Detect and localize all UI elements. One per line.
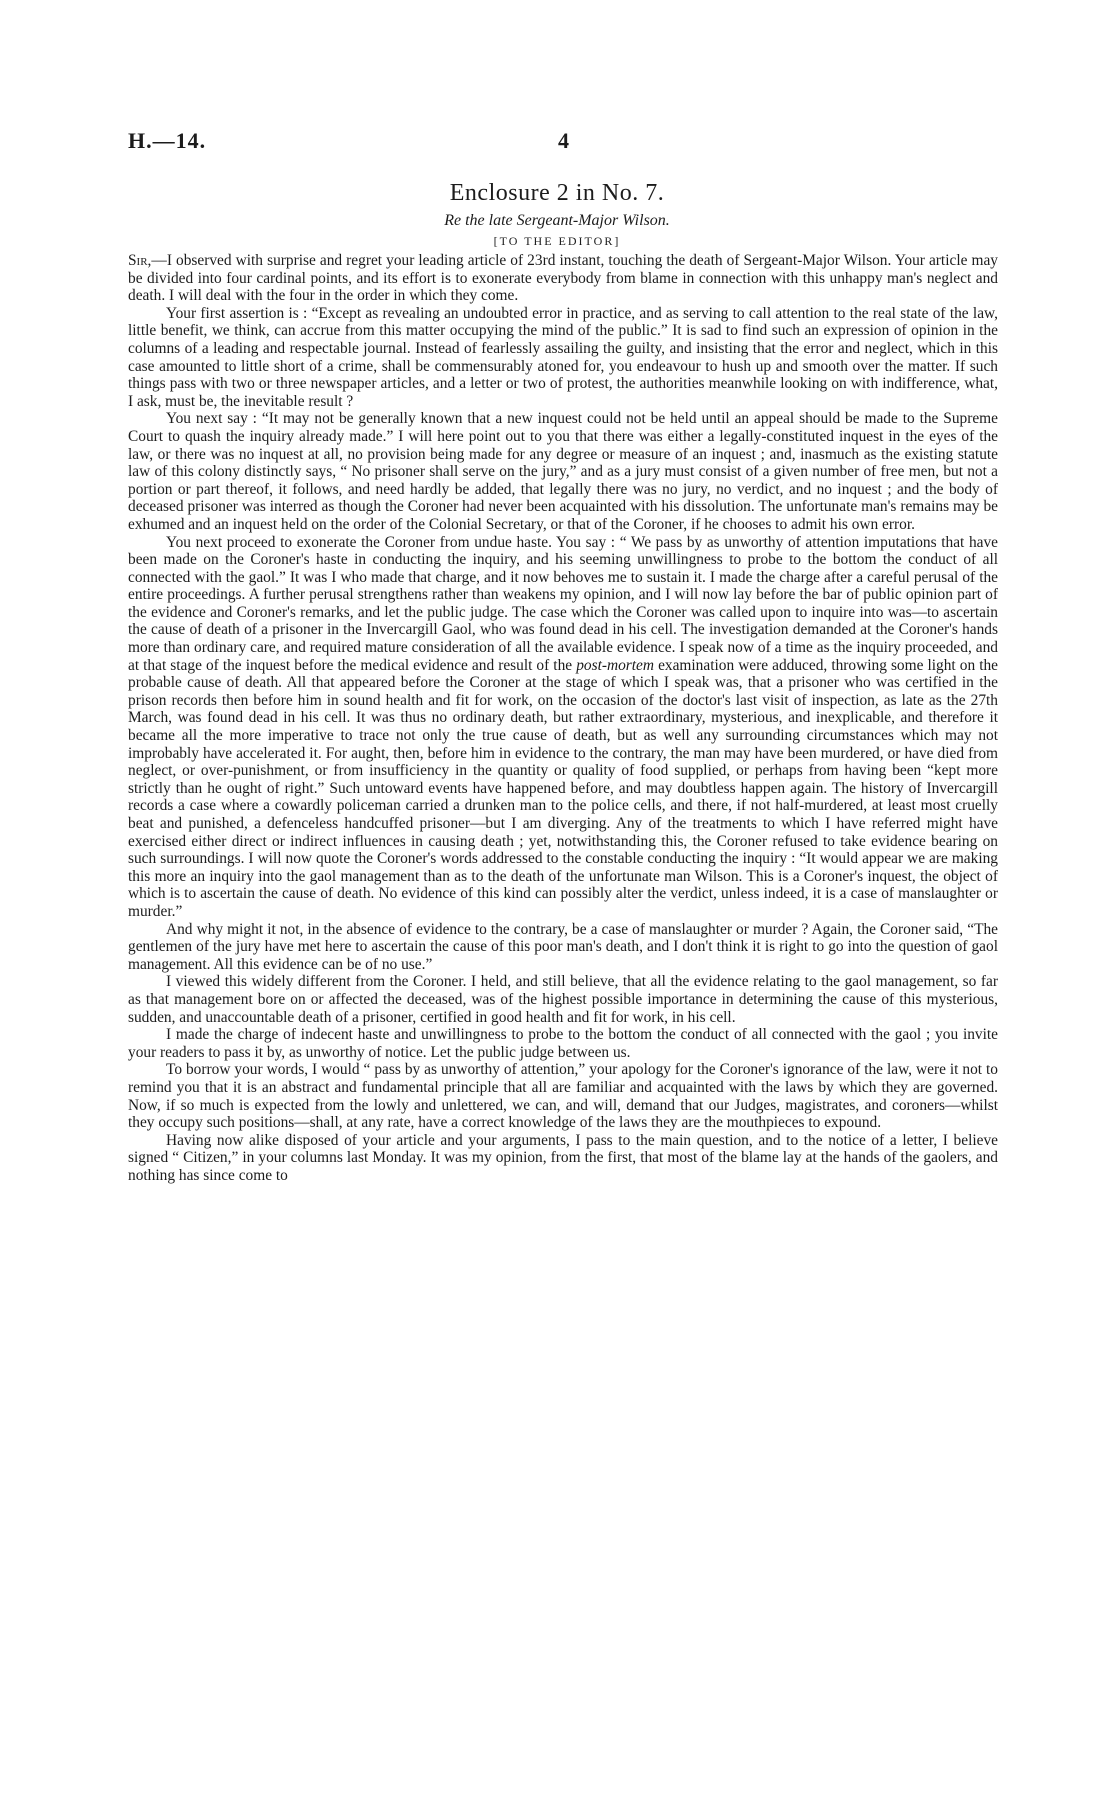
paragraph: Your first assertion is : “Except as revealing an undoubted error in practice, and as serving to call attention to the real state of the law, little benefit, we think, can accrue from this matter occupying the mind of the public.” It is sad to find such an expression of opinion in the columns of a leading and respectable journal. Instead of fearlessly assailing the guilty, and insisting that the error and neglect, which in this case amounted to little short of a crime, shall be commensurably atoned for, you endeavour to hush up and smooth over the matter. If such things pass with two or three newspaper articles, and a letter or two of protest, the authorities meanwhile looking on with indifference, what, I ask, must be, the inevitable result ? xyxy=(128,304,998,410)
salutation: Sir, xyxy=(128,252,152,269)
italic-term: post-mortem xyxy=(576,656,654,674)
paragraph xyxy=(128,534,998,921)
paragraph-text: You next proceed to exonerate the Coroner from undue haste. You say : “ We pass by as unworthy of attention imputations that have been made on the Coroner's haste in conducting the inquiry, and his seeming unwillingness to probe to the bottom the conduct of all connected with the gaol.” It was I who made that charge, and it now behoves me to sustain it. I made the charge after a careful perusal of the entire proceedings. A further perusal strengthens rather than weakens my opinion, and I will now lay before the bar of public opinion part of the evidence and Coroner's remarks, and let the public judge. The case which the Coroner was called upon to inquire into was—to ascertain the cause of death of a prisoner in the Invercargill Gaol, who was found dead in his cell. The investigation demanded at the Coroner's hands more than ordinary care, and required mature consideration of all the available evidence. I speak now of a time as the inquiry proceeded, and at that stage of the inquest before the medical evidence and result of the xyxy=(128,533,998,674)
letter-body xyxy=(128,252,998,1184)
enclosure-title: Enclosure 2 in No. 7. xyxy=(449,180,665,206)
paragraph: And why might it not, in the absence of evidence to the contrary, be a case of manslaughter or murder ? Again, the Coroner said, “The gentlemen of the jury have met here to ascertain the cause of this poor man's death, and I don't think it is right to go into the question of gaol management. All this evidence can be of no use.” xyxy=(128,920,998,973)
paragraph xyxy=(128,252,998,305)
paragraph-text: —I observed with surprise and regret your leading article of 23rd instant, touching the death of Sergeant-Major Wilson. Your article may be divided into four cardinal points, and its effort is to exonerate everybody from blame in connection with this unhappy man's neglect and death. I will deal with the four in the order in which they come. xyxy=(128,252,998,305)
paragraph: You next say : “It may not be generally known that a new inquest could not be held until an appeal should be made to the Supreme Court to quash the inquiry already made.” I will here point out to you that there was either a legally-constituted inquest in the eyes of the law, or there was no inquest at all, no provision being made for any degree or measure of an inquest ; and, inasmuch as the existing statute law of this colony distinctly says, “ No prisoner shall serve on the jury,” and as a jury must consist of a given number of free men, but not a portion or part thereof, it follows, and need hardly be added, that legally there was no jury, no verdict, and no inquest ; and the body of deceased prisoner was interred as though the Coroner had never been acquainted with his dissolution. The unfortunate man's remains may be exhumed and an inquest held on the order of the Colonial Secretary, or that of the Coroner, if he chooses to admit his own error. xyxy=(128,410,998,533)
parliamentary-paper-code: H.—14. xyxy=(128,128,207,153)
paragraph: I viewed this widely different from the Coroner. I held, and still believe, that all the evidence relating to the gaol management, so far as that management bore on or affected the deceased, was of the highest possible importance in determining the cause of this mysterious, sudden, and unaccountable death of a prisoner, certified in good health and fit for work, in his cell. xyxy=(128,973,998,1026)
paragraph: To borrow your words, I would “ pass by as unworthy of attention,” your apology for the Coroner's ignorance of the law, were it not to remind you that it is an abstract and fundamental principle that all are familiar and acquainted with the laws by which they are governed. Now, if so much is expected from the lowly and unlettered, we can, and will, demand that our Judges, magistrates, and coroners—whilst they occupy such positions—shall, at any rate, have a correct knowledge of the laws they are the mouthpieces to expound. xyxy=(128,1061,998,1132)
paragraph: I made the charge of indecent haste and unwillingness to probe to the bottom the conduct of all connected with the gaol ; you invite your readers to pass it by, as unworthy of notice. Let the public judge between us. xyxy=(128,1026,998,1061)
paragraph-text: examination were adduced, throwing some light on the probable cause of death. All that appeared before the Coroner at the stage of which I speak was, that a prisoner who was certified in the prison records then before him in sound health and fit for work, on the occasion of the doctor's last visit of inspection, as late as the 27th March, was found dead in his cell. It was thus no ordinary death, but rather extraordinary, mysterious, and inexplicable, and therefore it became all the more imperative to trace not only the true cause of death, but as well any surrounding circumstances which may not improbably have accelerated it. For aught, then, before him in evidence to the contrary, the man may have been murdered, or have died from neglect, or over-punishment, or from insufficiency in the quantity or quality of food supplied, or perhaps from having been “kept more strictly than he ought of right.” Such untoward events have happened before, and may doubtless happen again. The history of Invercargill records a case where a cowardly policeman carried a drunken man to the police cells, and there, if not half-murdered, at least most cruelly beat and punished, a defenceless handcuffed prisoner—but I am diverging. Any of the treatments to which I have referred might have exercised either direct or indirect influences in causing death ; yet, notwithstanding this, the Coroner refused to take evidence bearing on such surroundings. I will now quote the Coroner's words addressed to the constable conducting the inquiry : “It would appear we are making this more an inquiry into the gaol management than as to the death of the unfortunate man Wilson. This is a Coroner's inquest, the object of which is to ascertain the cause of death. No evidence of this kind can possibly alter the verdict, unless indeed, it is a case of manslaughter or murder.” xyxy=(128,656,998,920)
page-header xyxy=(128,128,998,158)
page-number: 4 xyxy=(558,128,569,153)
enclosure-subtitle: Re the late Sergeant-Major Wilson. xyxy=(444,212,670,229)
paragraph: Having now alike disposed of your article and your arguments, I pass to the main question, and to the notice of a letter, I believe signed “ Citizen,” in your columns last Monday. It was my opinion, from the first, that most of the blame lay at the hands of the gaolers, and nothing has since come to xyxy=(128,1131,998,1184)
letter-recipient: [TO THE EDITOR] xyxy=(493,234,621,248)
